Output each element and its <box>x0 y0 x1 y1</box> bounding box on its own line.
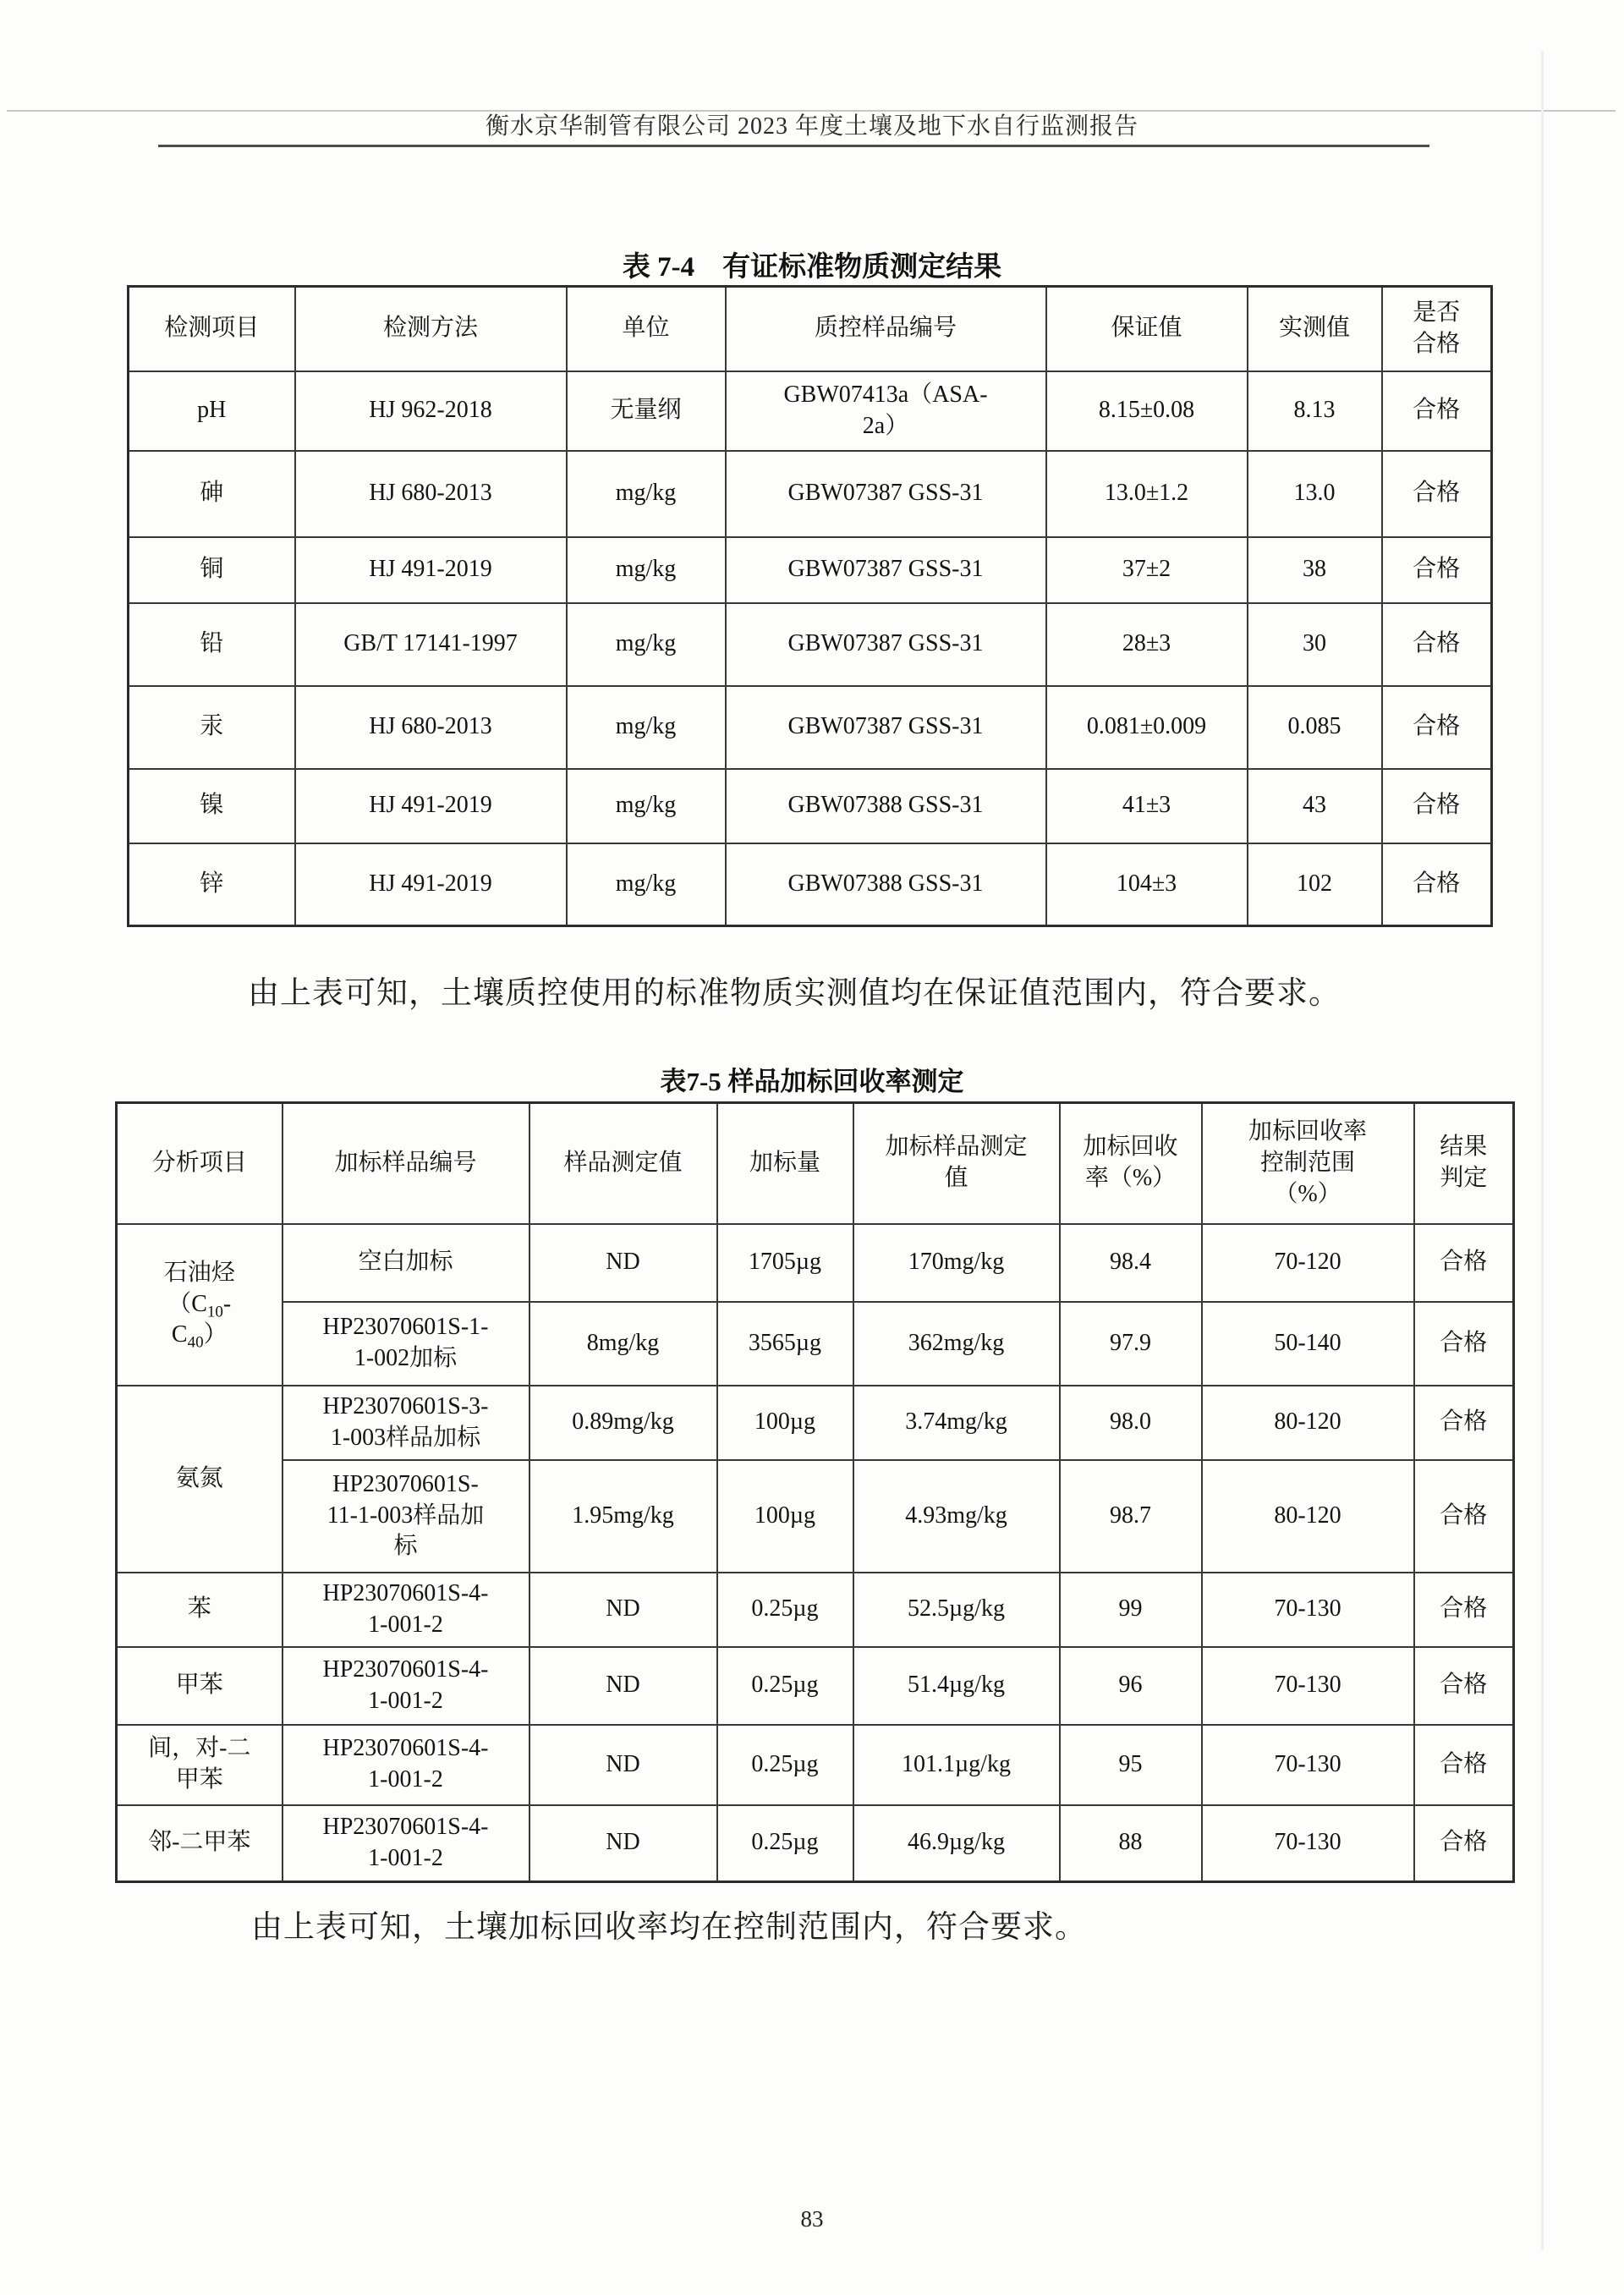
cell-measured: 102 <box>1248 843 1382 926</box>
cell-measured: 8.13 <box>1248 371 1382 451</box>
cell-spiked-value: 52.5µg/kg <box>853 1573 1060 1647</box>
cell-item: 铅 <box>129 603 295 686</box>
cell-result: 合格 <box>1414 1647 1514 1725</box>
header-cell-measured: 实测值 <box>1248 287 1382 371</box>
cell-sample-id: HP23070601S-4- 1-001-2 <box>283 1805 529 1882</box>
header-cell-analyte: 分析项目 <box>117 1103 283 1224</box>
cell-recovery-range: 70-120 <box>1202 1224 1414 1302</box>
cell-method: HJ 491-2019 <box>295 843 567 926</box>
header-cell-qc-id: 质控样品编号 <box>726 287 1046 371</box>
cell-result: 合格 <box>1414 1386 1514 1460</box>
cell-item: 镍 <box>129 769 295 843</box>
cell-sample-value: 0.89mg/kg <box>529 1386 717 1460</box>
cell-spiked-value: 3.74mg/kg <box>853 1386 1060 1460</box>
cell-spike-amount: 3565µg <box>717 1302 853 1386</box>
header-cell-spike-amount: 加标量 <box>717 1103 853 1224</box>
table-74-title: 表 7-4 有证标准物质测定结果 <box>622 252 1002 283</box>
cell-recovery-range: 80-120 <box>1202 1460 1414 1573</box>
cell-measured: 13.0 <box>1248 451 1382 537</box>
cell-spiked-value: 170mg/kg <box>853 1224 1060 1302</box>
cell-recovery-range: 70-130 <box>1202 1573 1414 1647</box>
cell-spike-amount: 0.25µg <box>717 1647 853 1725</box>
cell-unit: 无量纲 <box>567 371 726 451</box>
cell-unit: mg/kg <box>567 843 726 926</box>
cell-item: 汞 <box>129 686 295 769</box>
cell-sample-value: ND <box>529 1725 717 1805</box>
cell-method: GB/T 17141-1997 <box>295 603 567 686</box>
cell-recovery: 98.7 <box>1060 1460 1202 1573</box>
table-74-note: 由上表可知，土壤质控使用的标准物质实测值均在保证值范围内，符合要求。 <box>248 976 1341 1011</box>
cell-sample-value: 1.95mg/kg <box>529 1460 717 1573</box>
header-cell-result: 结果 判定 <box>1414 1103 1514 1224</box>
cell-method: HJ 962-2018 <box>295 371 567 451</box>
table-row <box>117 1805 1514 1882</box>
cell-result: 合格 <box>1414 1725 1514 1805</box>
cell-spiked-value: 362mg/kg <box>853 1302 1060 1386</box>
table-row <box>117 1386 1514 1460</box>
cell-analyte-ammonia: 氨氮 <box>117 1386 283 1573</box>
header-cell-sample-id: 加标样品编号 <box>283 1103 529 1224</box>
table-row <box>129 603 1492 686</box>
cell-sample-value: ND <box>529 1224 717 1302</box>
cell-qc-id: GBW07387 GSS-31 <box>726 451 1046 537</box>
cell-qc-id: GBW07387 GSS-31 <box>726 603 1046 686</box>
table-row <box>129 451 1492 537</box>
cell-sample-id: HP23070601S-4- 1-001-2 <box>283 1573 529 1647</box>
cell-recovery-range: 70-130 <box>1202 1805 1414 1882</box>
cell-sample-value: ND <box>529 1573 717 1647</box>
table-74-certified-reference-results <box>127 285 1493 927</box>
cell-recovery: 95 <box>1060 1725 1202 1805</box>
cell-result: 合格 <box>1414 1302 1514 1386</box>
cell-measured: 30 <box>1248 603 1382 686</box>
table-row <box>117 1302 1514 1386</box>
cell-pass: 合格 <box>1382 537 1492 603</box>
cell-sample-id: HP23070601S-3- 1-003样品加标 <box>283 1386 529 1460</box>
table-row <box>129 371 1492 451</box>
cell-spike-amount: 100µg <box>717 1386 853 1460</box>
header-cell-sample-value: 样品测定值 <box>529 1103 717 1224</box>
cell-item: 砷 <box>129 451 295 537</box>
header-cell-recovery: 加标回收 率（%） <box>1060 1103 1202 1224</box>
cell-recovery: 98.0 <box>1060 1386 1202 1460</box>
table-row <box>117 1725 1514 1805</box>
cell-pass: 合格 <box>1382 769 1492 843</box>
header-cell-pass: 是否 合格 <box>1382 287 1492 371</box>
table-row <box>129 686 1492 769</box>
cell-pass: 合格 <box>1382 843 1492 926</box>
table-row-header <box>129 287 1492 371</box>
cell-recovery-range: 70-130 <box>1202 1725 1414 1805</box>
table-row <box>117 1647 1514 1725</box>
cell-spiked-value: 101.1µg/kg <box>853 1725 1060 1805</box>
cell-pass: 合格 <box>1382 603 1492 686</box>
cell-analyte: 间，对-二 甲苯 <box>117 1725 283 1805</box>
header-cell-method: 检测方法 <box>295 287 567 371</box>
cell-unit: mg/kg <box>567 769 726 843</box>
cell-recovery: 99 <box>1060 1573 1202 1647</box>
table-row <box>129 537 1492 603</box>
cell-qc-id: GBW07388 GSS-31 <box>726 843 1046 926</box>
cell-result: 合格 <box>1414 1460 1514 1573</box>
header-cell-certified: 保证值 <box>1046 287 1248 371</box>
cell-method: HJ 680-2013 <box>295 451 567 537</box>
cell-item: 铜 <box>129 537 295 603</box>
cell-spiked-value: 51.4µg/kg <box>853 1647 1060 1725</box>
cell-spike-amount: 0.25µg <box>717 1805 853 1882</box>
cell-pass: 合格 <box>1382 451 1492 537</box>
cell-analyte: 甲苯 <box>117 1647 283 1725</box>
header-cell-recovery-range: 加标回收率 控制范围 （%） <box>1202 1103 1414 1224</box>
header-cell-unit: 单位 <box>567 287 726 371</box>
cell-recovery-range: 70-130 <box>1202 1647 1414 1725</box>
cell-unit: mg/kg <box>567 537 726 603</box>
cell-sample-id: HP23070601S-4- 1-001-2 <box>283 1725 529 1805</box>
table-75-spike-recovery-results <box>115 1101 1515 1883</box>
subscript: 10 <box>206 1303 223 1321</box>
header-cell-spiked-value: 加标样品测定 值 <box>853 1103 1060 1224</box>
table-row-header <box>117 1103 1514 1224</box>
cell-result: 合格 <box>1414 1573 1514 1647</box>
cell-unit: mg/kg <box>567 686 726 769</box>
cell-item: pH <box>129 371 295 451</box>
cell-qc-id: GBW07387 GSS-31 <box>726 537 1046 603</box>
cell-spike-amount: 0.25µg <box>717 1725 853 1805</box>
report-header-title: 衡水京华制管有限公司 2023 年度土壤及地下水自行监测报告 <box>485 113 1138 140</box>
cell-pass: 合格 <box>1382 686 1492 769</box>
cell-recovery: 96 <box>1060 1647 1202 1725</box>
cell-certified: 41±3 <box>1046 769 1248 843</box>
cell-analyte: 邻-二甲苯 <box>117 1805 283 1882</box>
cell-unit: mg/kg <box>567 603 726 686</box>
cell-recovery-range: 80-120 <box>1202 1386 1414 1460</box>
cell-spike-amount: 0.25µg <box>717 1573 853 1647</box>
cell-result: 合格 <box>1414 1805 1514 1882</box>
cell-qc-id: GBW07388 GSS-31 <box>726 769 1046 843</box>
cell-method: HJ 491-2019 <box>295 537 567 603</box>
table-row <box>129 843 1492 926</box>
cell-certified: 13.0±1.2 <box>1046 451 1248 537</box>
cell-certified: 0.081±0.009 <box>1046 686 1248 769</box>
cell-result: 合格 <box>1414 1224 1514 1302</box>
cell-sample-value: ND <box>529 1647 717 1725</box>
cell-analyte: 苯 <box>117 1573 283 1647</box>
header-cell-item: 检测项目 <box>129 287 295 371</box>
cell-qc-id: GBW07413a（ASA- 2a） <box>726 371 1046 451</box>
table-row <box>117 1573 1514 1647</box>
table-row <box>117 1224 1514 1302</box>
cell-qc-id: GBW07387 GSS-31 <box>726 686 1046 769</box>
cell-item: 锌 <box>129 843 295 926</box>
cell-measured: 0.085 <box>1248 686 1382 769</box>
cell-recovery: 88 <box>1060 1805 1202 1882</box>
cell-measured: 43 <box>1248 769 1382 843</box>
cell-sample-id: HP23070601S-4- 1-001-2 <box>283 1647 529 1725</box>
cell-method: HJ 491-2019 <box>295 769 567 843</box>
cell-certified: 104±3 <box>1046 843 1248 926</box>
cell-unit: mg/kg <box>567 451 726 537</box>
cell-certified: 8.15±0.08 <box>1046 371 1248 451</box>
cell-spike-amount: 100µg <box>717 1460 853 1573</box>
scan-edge-artifact <box>1541 51 1544 2250</box>
cell-pass: 合格 <box>1382 371 1492 451</box>
table-75-note: 由上表可知，土壤加标回收率均在控制范围内，符合要求。 <box>251 1910 1087 1945</box>
cell-analyte-petroleum: 石油烃 （$C_{10}-$ $C_{40}$） <box>117 1224 283 1386</box>
cell-certified: 28±3 <box>1046 603 1248 686</box>
page-number: 83 <box>800 2206 824 2232</box>
cell-recovery: 98.4 <box>1060 1224 1202 1302</box>
cell-certified: 37±2 <box>1046 537 1248 603</box>
subscript: 40 <box>187 1334 204 1353</box>
cell-recovery-range: 50-140 <box>1202 1302 1414 1386</box>
cell-sample-id: HP23070601S-1- 1-002加标 <box>283 1302 529 1386</box>
table-row <box>117 1460 1514 1573</box>
cell-measured: 38 <box>1248 537 1382 603</box>
header-rule-dark <box>158 145 1429 147</box>
cell-recovery: 97.9 <box>1060 1302 1202 1386</box>
cell-sample-id: 空白加标 <box>283 1224 529 1302</box>
cell-sample-value: 8mg/kg <box>529 1302 717 1386</box>
cell-spiked-value: 46.9µg/kg <box>853 1805 1060 1882</box>
cell-spike-amount: 1705µg <box>717 1224 853 1302</box>
cell-sample-value: ND <box>529 1805 717 1882</box>
table-row <box>129 769 1492 843</box>
cell-sample-id: HP23070601S- 11-1-003样品加 标 <box>283 1460 529 1573</box>
table-75-title: 表7-5 样品加标回收率测定 <box>660 1067 964 1096</box>
cell-spiked-value: 4.93mg/kg <box>853 1460 1060 1573</box>
cell-method: HJ 680-2013 <box>295 686 567 769</box>
